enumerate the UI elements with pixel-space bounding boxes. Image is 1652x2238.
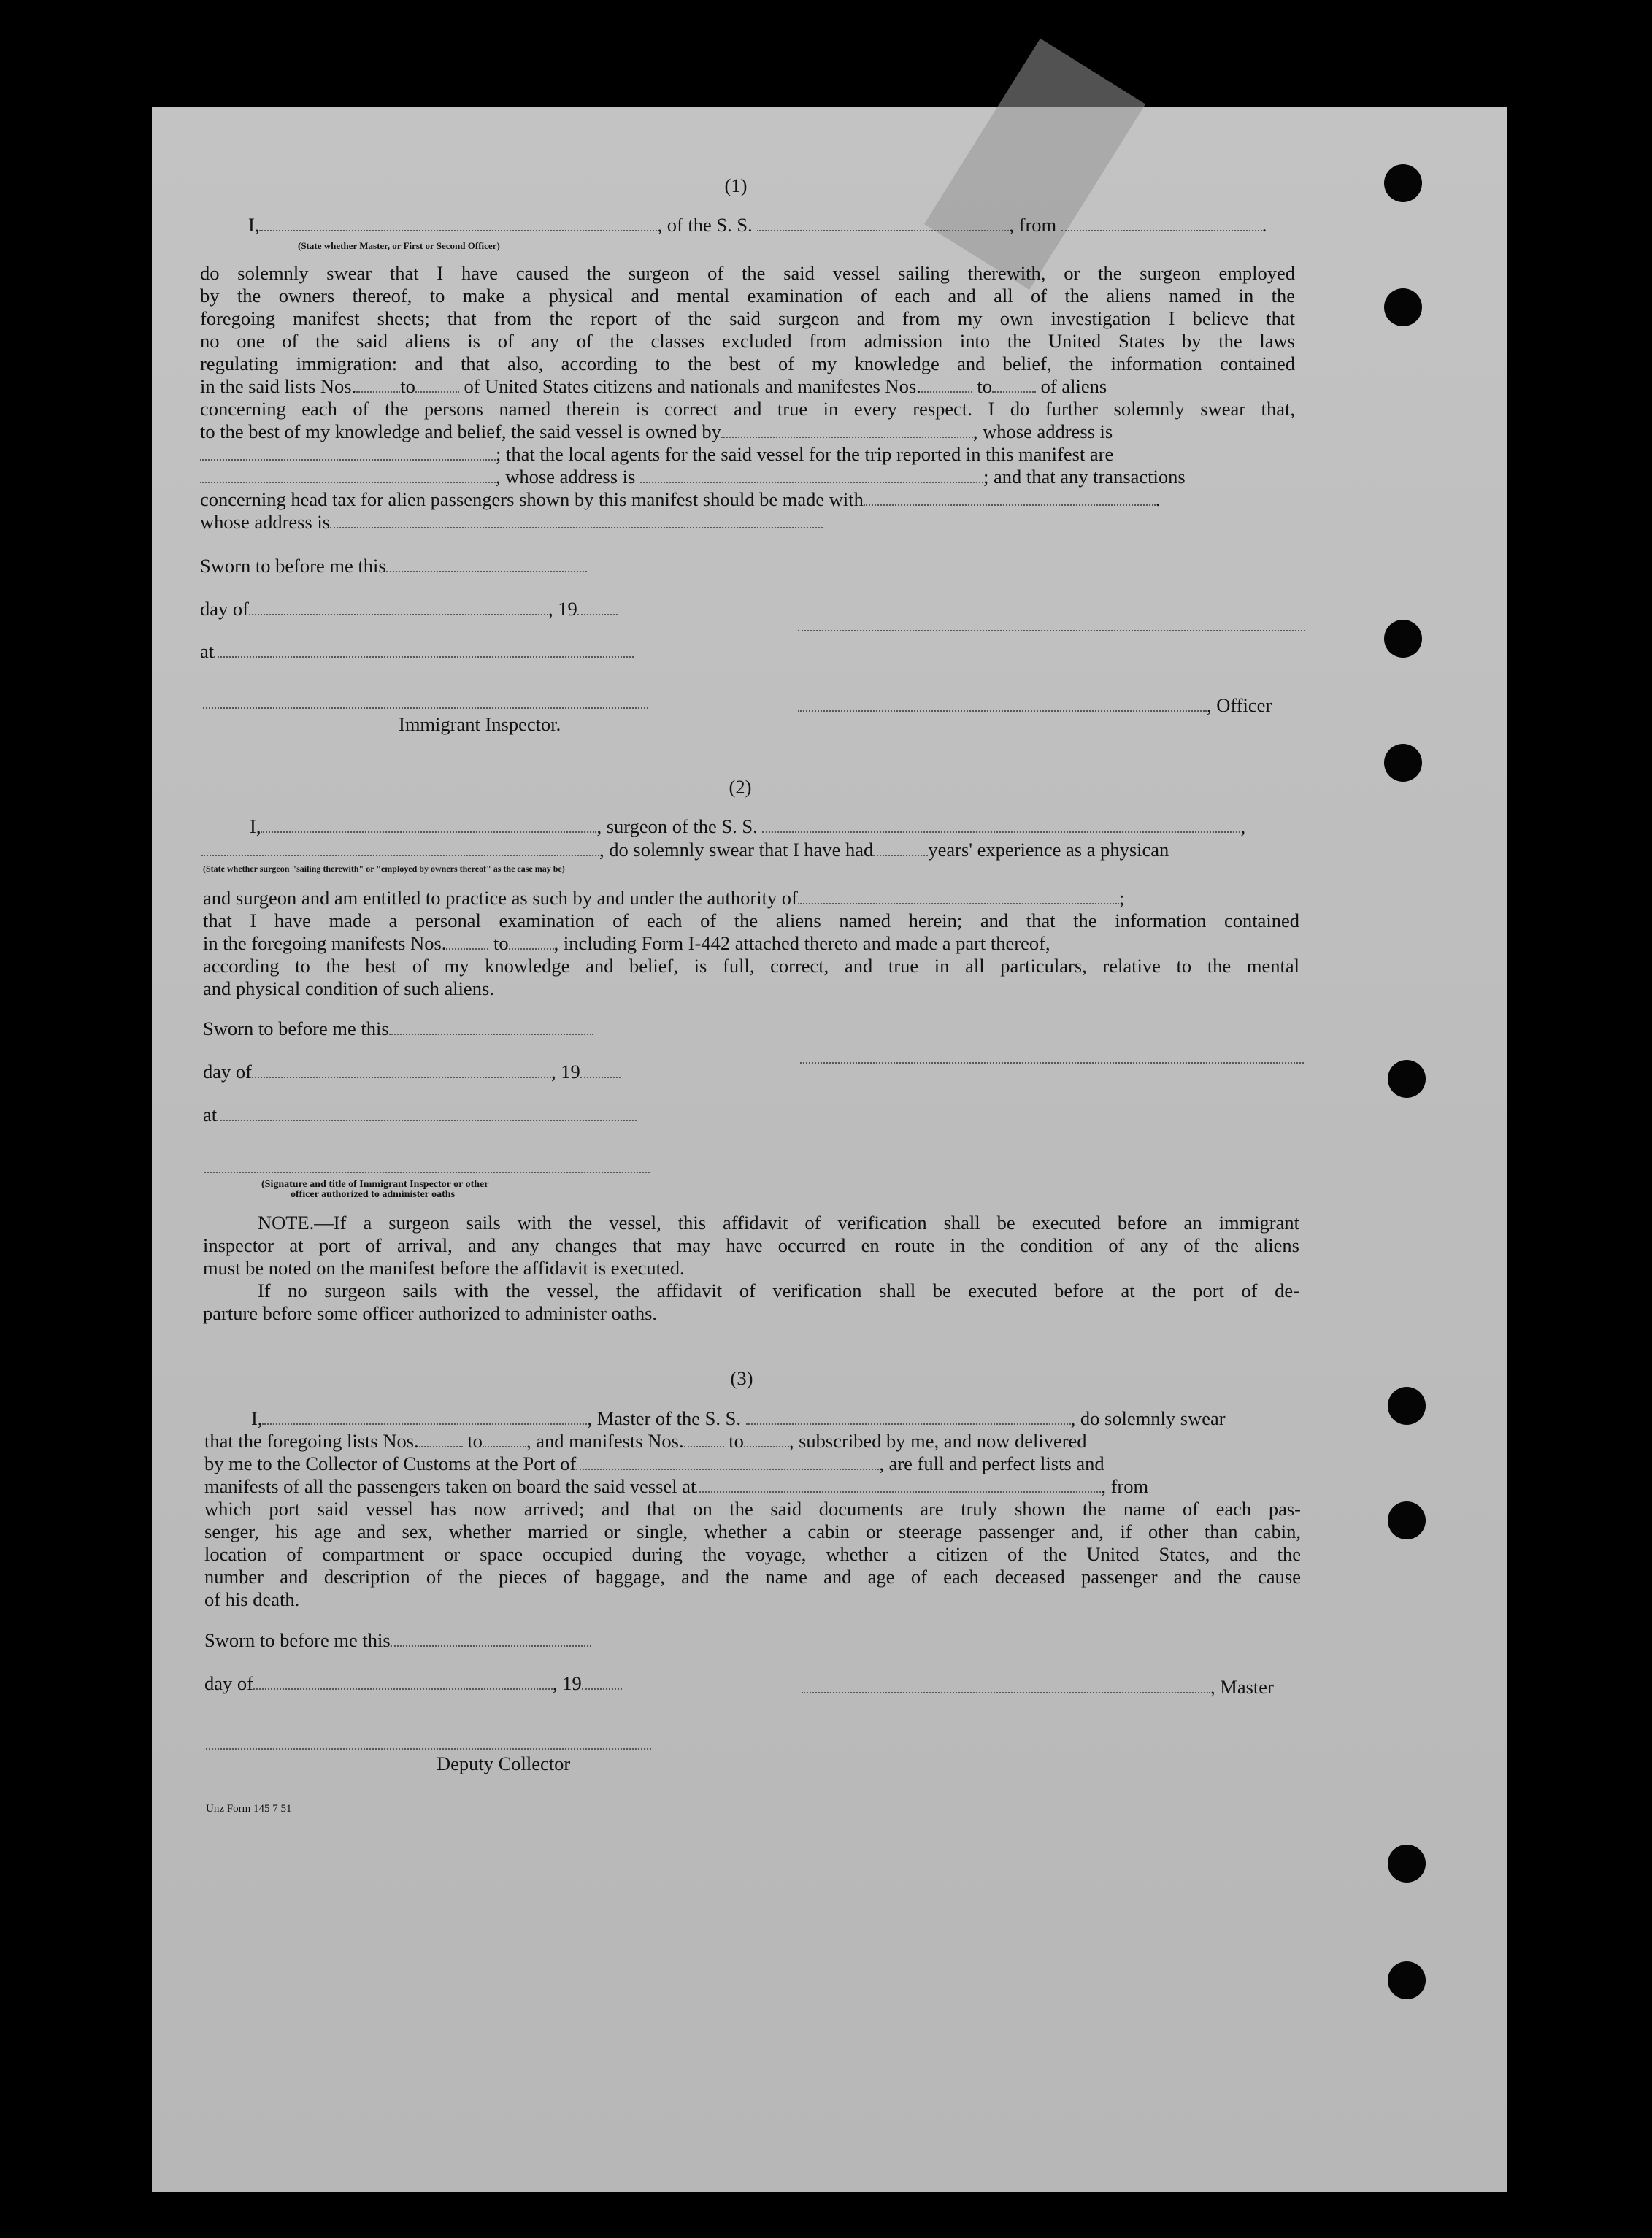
officer-signature-field[interactable] [798,697,1207,712]
from-field[interactable] [1061,217,1262,231]
section3-number: (3) [730,1367,753,1389]
agents-address-field[interactable] [640,469,983,483]
inspector-label: Immigrant Inspector. [399,713,561,735]
year-field[interactable] [582,1675,622,1690]
authority-field[interactable] [798,890,1119,904]
list-from-field[interactable] [356,378,400,393]
punch-hole [1384,288,1422,326]
punch-hole [1388,1961,1426,1999]
surgeon-type-field[interactable] [201,842,599,856]
sig-note: officer authorized to administer oaths [291,1189,456,1200]
name-field[interactable] [259,217,657,231]
note-line: inspector at port of arrival, and any changes that may have occurred en route in the condition of any of the aliens [203,1234,1299,1256]
form-page [152,107,1507,2192]
para-line: concerning each of the persons named therein is correct and true in every respect. I do further solemnly swear that, [200,398,1295,420]
punch-hole [1388,1501,1426,1539]
section2-note: (State whether surgeon "sailing therewith" or "employed by owners thereof" as the case may be) [203,864,565,874]
officer-signature-line-upper[interactable] [798,628,1305,631]
para-line: number and description of the pieces of baggage, and the name and age of each deceased passenger and the cause [204,1566,1301,1588]
manifest-to-field[interactable] [509,935,554,950]
master-ship-field[interactable] [746,1410,1071,1425]
section3-oath-line: I, , Master of the S. S. , do solemnly swear [251,1407,1226,1429]
note-line: If no surgeon sails with the vessel, the affidavit of verification shall be executed before at the port of de- [258,1280,1299,1301]
sworn-day-field[interactable] [391,1632,591,1647]
master-name-field[interactable] [262,1410,587,1425]
master-signature-field[interactable] [802,1679,1210,1693]
agents-line: ; that the local agents for the said vessel for the trip reported in this manifest are [200,443,1113,466]
year-field[interactable] [577,601,618,615]
owner-field[interactable] [721,423,973,438]
inspector-signature-line[interactable] [204,1170,650,1173]
para-line: do solemnly swear that I have caused the surgeon of the said vessel sailing therewith, or the surgeon employed [200,262,1295,284]
inspector-signature-line[interactable] [203,706,648,709]
punch-hole [1384,744,1422,782]
punch-hole [1384,620,1422,658]
owner-address-field[interactable] [200,446,496,461]
day-line: day of , 19 [203,1061,621,1083]
sworn-line: Sworn to before me this [204,1629,591,1652]
section1-oath-line: I, , of the S. S. , from . [248,214,1267,236]
deputy-label: Deputy Collector [437,1753,571,1774]
manifest-to-field[interactable] [992,378,1036,393]
manifest-from-field[interactable] [446,935,488,950]
para-line: regulating immigration: and that also, according to the best of my knowledge and belief, the information contained [200,353,1295,374]
tape-mark [924,39,1145,291]
day-line: day of , 19 [200,598,618,620]
punch-hole [1388,1845,1426,1883]
lists-line: in the said lists Nos. to of United States citizens and nationals and manifestes Nos. to of aliens [200,375,1107,397]
headtax-line: concerning head tax for alien passengers shown by this manifest should be made with . [200,488,1161,510]
experience-line: , do solemnly swear that I have had years' experience as a physican [201,839,1169,861]
list-from-field[interactable] [419,1433,463,1447]
sworn-day-field[interactable] [386,558,587,572]
embark-port-field[interactable] [696,1478,1101,1493]
section3-port-line: by me to the Collector of Customs at the Port of , are full and perfect lists and [204,1453,1104,1474]
sworn-day-field[interactable] [389,1020,593,1035]
month-field[interactable] [253,1675,553,1690]
sworn-line: Sworn to before me this [200,555,587,577]
section1-note: (State whether Master, or First or Second Officer) [298,240,500,251]
year-field[interactable] [580,1064,621,1078]
para-line: that I have made a personal examination of each of the aliens named herein; and that the information contained [203,910,1299,931]
list-to-field[interactable] [415,378,459,393]
para-line: no one of the said aliens is of any of the classes excluded from admission into the United States by the laws [200,330,1295,352]
owner-line: to the best of my knowledge and belief, the said vessel is owned by , whose address is [200,420,1113,442]
manifest-from-field[interactable] [921,378,972,393]
port-field[interactable] [576,1456,879,1470]
master-line: , Master [802,1676,1274,1699]
manifests-line: in the foregoing manifests Nos. to , including Form I-442 attached thereto and made a part thereof, [203,932,1050,954]
surgeon-ship-field[interactable] [762,818,1240,833]
section1-number: (1) [724,174,748,196]
para-line: foregoing manifest sheets; that from the report of the said surgeon and from my own investigation I believe that [200,307,1295,329]
address-line: whose address is [200,511,823,534]
manifest-from-field[interactable] [684,1433,724,1447]
month-field[interactable] [252,1064,551,1078]
years-field[interactable] [873,842,928,856]
surgeon-signature-line[interactable] [800,1061,1304,1064]
surgeon-name-field[interactable] [261,818,596,833]
para-line: by the owners thereof, to make a physical and mental examination of each and all of the aliens named in the [200,285,1295,307]
form-number: Unz Form 145 7 51 [206,1803,292,1815]
note-line: NOTE.—If a surgeon sails with the vessel, this affidavit of verification shall be executed before an immigrant [258,1212,1299,1234]
para-line: of his death. [204,1588,300,1610]
note-line: parture before some officer authorized to administer oaths. [203,1302,658,1324]
at-line: at [203,1104,637,1126]
at-line: at [200,640,634,663]
section3-vessel-line: manifests of all the passengers taken on board the said vessel at , from [204,1475,1149,1497]
day-line: day of , 19 [204,1672,622,1695]
deputy-signature-line[interactable] [206,1747,651,1750]
officer-line: , Officer [798,694,1272,717]
punch-hole [1388,1060,1426,1098]
sworn-line: Sworn to before me this [203,1018,593,1040]
list-to-field[interactable] [483,1433,526,1447]
note-line: must be noted on the manifest before the affidavit is executed. [203,1257,685,1279]
month-field[interactable] [249,601,548,615]
para-line: and physical condition of such aliens. [203,977,494,999]
section2-number: (2) [729,776,752,798]
authority-line: and surgeon and am entitled to practice as such by and under the authority of ; [203,887,1125,909]
agents-field[interactable] [200,469,496,483]
headtax-address-field[interactable] [330,514,823,528]
place-field[interactable] [217,1107,637,1121]
para-line: according to the best of my knowledge and belief, is full, correct, and true in all particulars, relative to the mental [203,955,1299,977]
ship-field[interactable] [757,217,1009,231]
para-line: which port said vessel has now arrived; and that on the said documents are truly shown the name of each pas- [204,1498,1301,1520]
sig-note: (Signature and title of Immigrant Inspector or other [261,1179,489,1190]
punch-hole [1388,1387,1426,1425]
para-line: senger, his age and sex, whether married or single, whether a cabin or steerage passenger and, if other than cabin, [204,1520,1301,1542]
section2-oath-line: I, , surgeon of the S. S. , [250,815,1246,837]
headtax-field[interactable] [864,491,1156,506]
section3-lists-line: that the foregoing lists Nos. to , and manifests Nos. to , subscribed by me, and now delivered [204,1430,1087,1452]
place-field[interactable] [214,643,634,658]
para-line: location of compartment or space occupied during the voyage, whether a citizen of the United States, and the [204,1543,1301,1565]
punch-hole [1384,164,1422,202]
agents-address-line: , whose address is ; and that any transactions [200,466,1186,488]
manifest-to-field[interactable] [744,1433,789,1447]
